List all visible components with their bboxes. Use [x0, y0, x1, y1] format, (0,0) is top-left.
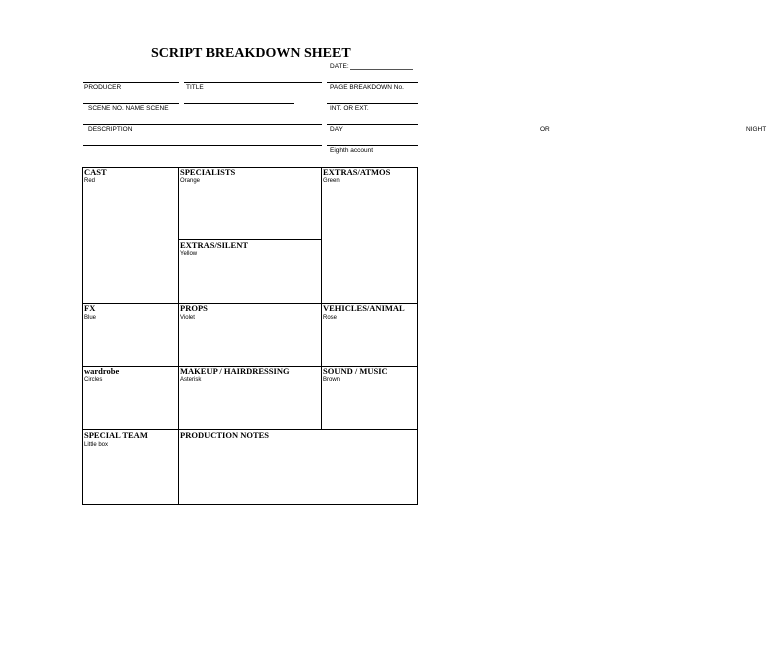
makeup-sub: Asterisk: [180, 377, 202, 383]
night-label: NIGHT: [746, 126, 767, 133]
day-label: DAY: [330, 126, 343, 133]
date-label: DATE:: [330, 63, 349, 70]
day-line[interactable]: [327, 124, 418, 125]
title-label: TITLE: [186, 84, 204, 91]
eighth-line[interactable]: [327, 145, 418, 146]
producer-label: PRODUCER: [84, 84, 122, 91]
title-line[interactable]: [184, 82, 322, 83]
scene-line[interactable]: [83, 103, 179, 104]
int-ext-label: INT. OR EXT.: [330, 105, 369, 112]
vehicles-sub: Rose: [323, 315, 338, 321]
description-line[interactable]: [83, 124, 322, 125]
sound-title: SOUND / MUSIC: [323, 366, 388, 376]
props-sub: Violet: [180, 315, 195, 321]
props-title: PROPS: [180, 303, 208, 313]
extras-atmos-title: EXTRAS/ATMOS: [323, 167, 391, 177]
wardrobe-title: wardrobe: [84, 366, 120, 376]
extras-silent-sub: Yellow: [180, 251, 198, 257]
sound-sub: Brown: [323, 377, 341, 383]
wardrobe-sub: Circles: [84, 377, 103, 383]
producer-line[interactable]: [83, 82, 179, 83]
grid-border-bottom: [82, 504, 418, 505]
cast-sub: Red: [84, 178, 96, 184]
or-label: OR: [540, 126, 550, 133]
int-ext-line[interactable]: [327, 103, 418, 104]
special-team-sub: Little box: [84, 442, 109, 448]
extras-atmos-sub: Green: [323, 178, 340, 184]
eighth-label: Eighth account: [330, 147, 374, 154]
description-label: DESCRIPTION: [88, 126, 133, 133]
extras-silent-title: EXTRAS/SILENT: [180, 240, 249, 250]
scene-name-line[interactable]: [184, 103, 294, 104]
cast-title: CAST: [84, 167, 107, 177]
date-line[interactable]: [350, 69, 413, 70]
grid-border-right: [417, 167, 418, 505]
specialists-title: SPECIALISTS: [180, 167, 236, 177]
description-line-2[interactable]: [83, 145, 322, 146]
grid-border-left: [82, 167, 83, 505]
vehicles-title: VEHICLES/ANIMAL: [323, 303, 405, 313]
specialists-sub: Orange: [180, 178, 201, 184]
fx-title: FX: [84, 303, 96, 313]
page-breakdown-label: PAGE BREAKDOWN No.: [330, 84, 404, 91]
sheet-title: SCRIPT BREAKDOWN SHEET: [151, 46, 351, 61]
page-breakdown-line[interactable]: [327, 82, 418, 83]
grid-divider-v1: [178, 167, 179, 505]
breakdown-grid: [82, 167, 418, 505]
production-notes-title: PRODUCTION NOTES: [180, 430, 270, 440]
scene-label: SCENE NO. NAME SCENE: [88, 105, 169, 112]
fx-sub: Blue: [84, 315, 97, 321]
makeup-title: MAKEUP / HAIRDRESSING: [180, 366, 290, 376]
grid-divider-v2: [321, 167, 322, 430]
special-team-title: SPECIAL TEAM: [84, 430, 148, 440]
